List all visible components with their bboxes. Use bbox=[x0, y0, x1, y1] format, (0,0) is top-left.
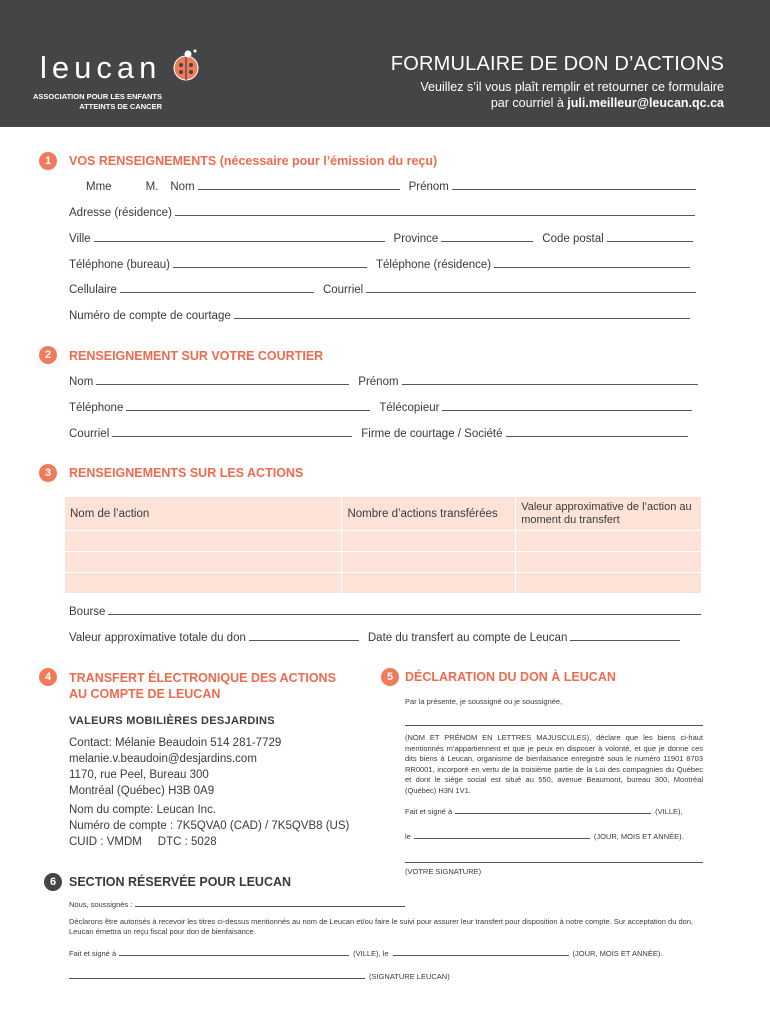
province-field[interactable] bbox=[441, 241, 533, 242]
account-number: Numéro de compte : 7K5QVA0 (CAD) / 7K5QVB8 (US) bbox=[69, 820, 350, 832]
nom-field[interactable] bbox=[198, 189, 400, 190]
leucan-date-field[interactable] bbox=[393, 955, 569, 956]
nous-field[interactable] bbox=[135, 906, 405, 907]
leucan-date-suffix: (JOUR, MOIS ET ANNÉE). bbox=[572, 949, 663, 958]
code-postal-field[interactable] bbox=[607, 241, 693, 242]
courtier-telecopieur-label: Télécopieur bbox=[379, 402, 440, 414]
declarant-name-field[interactable] bbox=[405, 725, 703, 726]
tel-residence-field[interactable] bbox=[494, 267, 690, 268]
date-field[interactable] bbox=[414, 838, 590, 839]
section-2-title: RENSEIGNEMENT SUR VOTRE COURTIER bbox=[69, 349, 324, 363]
date-transfert-label: Date du transfert au compte de Leucan bbox=[367, 632, 568, 644]
form-title: FORMULAIRE DE DON D’ACTIONS bbox=[390, 53, 724, 75]
ville-field[interactable] bbox=[94, 241, 385, 242]
logo-text: leucan bbox=[40, 50, 162, 85]
table-row bbox=[65, 531, 702, 552]
fait-a-field[interactable] bbox=[455, 813, 651, 814]
col-nom-action: Nom de l’action bbox=[65, 497, 342, 531]
tel-bureau-label: Téléphone (bureau) bbox=[69, 259, 171, 271]
cuid-dtc: CUID : VMDM DTC : 5028 bbox=[69, 836, 217, 848]
section-6-text: Déclarons être autorisés à recevoir les titres ci-dessus mentionnés au nom de Leucan et/ou faire le suivi pour assurer leur transfert pour disposition à notre compte. Sur acceptation du don, Leucan émettra un reçu fiscal pour don de bienfaisance. bbox=[69, 917, 694, 936]
firme-field[interactable] bbox=[506, 436, 688, 437]
account-name: Nom du compte: Leucan Inc. bbox=[69, 804, 217, 816]
adresse-label: Adresse (résidence) bbox=[69, 207, 172, 219]
province-label: Province bbox=[393, 233, 439, 245]
ville-suffix: (VILLE), bbox=[655, 807, 683, 816]
leucan-fait-a-label: Fait et signé à bbox=[69, 949, 117, 958]
table-header-row bbox=[65, 497, 702, 531]
adresse-field[interactable] bbox=[175, 215, 695, 216]
code-postal-label: Code postal bbox=[542, 233, 604, 245]
valeur-totale-label: Valeur approximative totale du don bbox=[69, 632, 246, 644]
ville-label: Ville bbox=[69, 233, 91, 245]
desjardins-company: VALEURS MOBILIÈRES DESJARDINS bbox=[69, 715, 275, 727]
ladybug-logo-icon bbox=[168, 48, 204, 84]
logo-subtitle: ASSOCIATION POUR LES ENFANTS ATTEINTS DE CANCER bbox=[32, 92, 162, 111]
leucan-account-info bbox=[69, 802, 349, 850]
date-suffix: (JOUR, MOIS ET ANNÉE). bbox=[593, 832, 684, 841]
courtier-prenom-label: Prénom bbox=[358, 376, 399, 388]
table-row bbox=[65, 552, 702, 573]
section-6-title: SECTION RÉSERVÉE POUR LEUCAN bbox=[69, 875, 292, 889]
le-label: le bbox=[405, 832, 411, 841]
courriel-label: Courriel bbox=[322, 284, 364, 296]
contact-name: Contact: Mélanie Beaudoin 514 281-7729 bbox=[69, 737, 282, 749]
col-valeur-action: Valeur approximative de l’action au moment du transfert bbox=[516, 497, 702, 531]
compte-courtage-field[interactable] bbox=[234, 318, 690, 319]
contact-email-link[interactable]: juli.meilleur@leucan.qc.ca bbox=[567, 96, 724, 110]
m-option[interactable]: M. bbox=[145, 181, 159, 193]
courtier-telephone-field[interactable] bbox=[126, 410, 370, 411]
cellulaire-label: Cellulaire bbox=[69, 284, 117, 296]
page-header bbox=[0, 0, 770, 127]
prenom-label: Prénom bbox=[408, 181, 449, 193]
section-3-badge: 3 bbox=[39, 464, 57, 482]
prenom-field[interactable] bbox=[452, 189, 696, 190]
contact-address-2: Montréal (Québec) H3B 0A9 bbox=[69, 785, 215, 797]
tel-bureau-field[interactable] bbox=[173, 267, 367, 268]
section-2-badge: 2 bbox=[39, 346, 57, 364]
desjardins-contact bbox=[69, 735, 281, 799]
section-1-badge: 1 bbox=[39, 152, 57, 170]
section-5-badge: 5 bbox=[381, 668, 399, 686]
valeur-totale-field[interactable] bbox=[249, 640, 359, 641]
section-1-title: VOS RENSEIGNEMENTS (nécessaire pour l’émission du reçu) bbox=[69, 154, 438, 168]
fait-a-label: Fait et signé à bbox=[405, 807, 453, 816]
nous-label: Nous, soussignés : bbox=[69, 900, 133, 909]
section-5-title: DÉCLARATION DU DON À LEUCAN bbox=[405, 670, 616, 684]
section-4-title: TRANSFERT ÉLECTRONIQUE DES ACTIONS AU COMPTE DE LEUCAN bbox=[69, 671, 336, 701]
courtier-courriel-field[interactable] bbox=[112, 436, 352, 437]
date-transfert-field[interactable] bbox=[570, 640, 680, 641]
tel-residence-label: Téléphone (résidence) bbox=[376, 259, 492, 271]
firme-label: Firme de courtage / Société bbox=[361, 428, 503, 440]
section-6-badge: 6 bbox=[44, 873, 62, 891]
section-4-badge: 4 bbox=[39, 668, 57, 686]
contact-email[interactable]: melanie.v.beaudoin@desjardins.com bbox=[69, 753, 257, 765]
section-3-title: RENSEIGNEMENTS SUR LES ACTIONS bbox=[69, 466, 304, 480]
courtier-telephone-label: Téléphone bbox=[69, 402, 124, 414]
compte-courtage-label: Numéro de compte de courtage bbox=[69, 310, 231, 322]
declaration-text: (NOM ET PRÉNOM EN LETTRES MAJUSCULES), déclare que les biens ci-haut mentionnés m’appartiennent et que je peux en disposer à volonté, et que je donne ces dits biens à Leucan, organisme de bienfaisance enregistré sous le numéro 11901 8703 RR0001, incorporé en vertu de la troisième partie de la Loi des compagnies du Québec et dont le siège social est situé au 550, avenue Beaumont, bureau 300, Montréal (Québec) H3N 1V1. bbox=[405, 733, 703, 795]
signature-label: (VOTRE SIGNATURE) bbox=[405, 867, 482, 876]
leucan-signature-field[interactable] bbox=[69, 978, 365, 979]
form-subtitle: Veuillez s’il vous plaît remplir et retourner ce formulaire par courriel à juli.meilleur@leucan.qc.ca bbox=[420, 80, 724, 110]
mme-option[interactable]: Mme bbox=[86, 181, 112, 193]
courtier-courriel-label: Courriel bbox=[69, 428, 110, 440]
col-nombre-actions: Nombre d’actions transférées bbox=[342, 497, 516, 531]
leucan-signature-label: (SIGNATURE LEUCAN) bbox=[369, 972, 450, 981]
actions-table bbox=[64, 496, 702, 594]
contact-address-1: 1170, rue Peel, Bureau 300 bbox=[69, 769, 209, 781]
courtier-nom-field[interactable] bbox=[96, 384, 349, 385]
signature-field[interactable] bbox=[405, 862, 703, 863]
nom-label: Nom bbox=[170, 181, 195, 193]
table-row bbox=[65, 573, 702, 594]
leucan-fait-a-field[interactable] bbox=[119, 955, 349, 956]
bourse-field[interactable] bbox=[108, 614, 701, 615]
courtier-telecopieur-field[interactable] bbox=[442, 410, 692, 411]
declaration-intro: Par la présente, je soussigné ou je soussignée, bbox=[405, 697, 563, 706]
cellulaire-field[interactable] bbox=[120, 292, 314, 293]
civility-row bbox=[86, 181, 696, 193]
courriel-field[interactable] bbox=[366, 292, 696, 293]
bourse-label: Bourse bbox=[69, 606, 106, 618]
courtier-nom-label: Nom bbox=[69, 376, 94, 388]
courtier-prenom-field[interactable] bbox=[402, 384, 698, 385]
leucan-ville-suffix: (VILLE), le bbox=[353, 949, 389, 958]
